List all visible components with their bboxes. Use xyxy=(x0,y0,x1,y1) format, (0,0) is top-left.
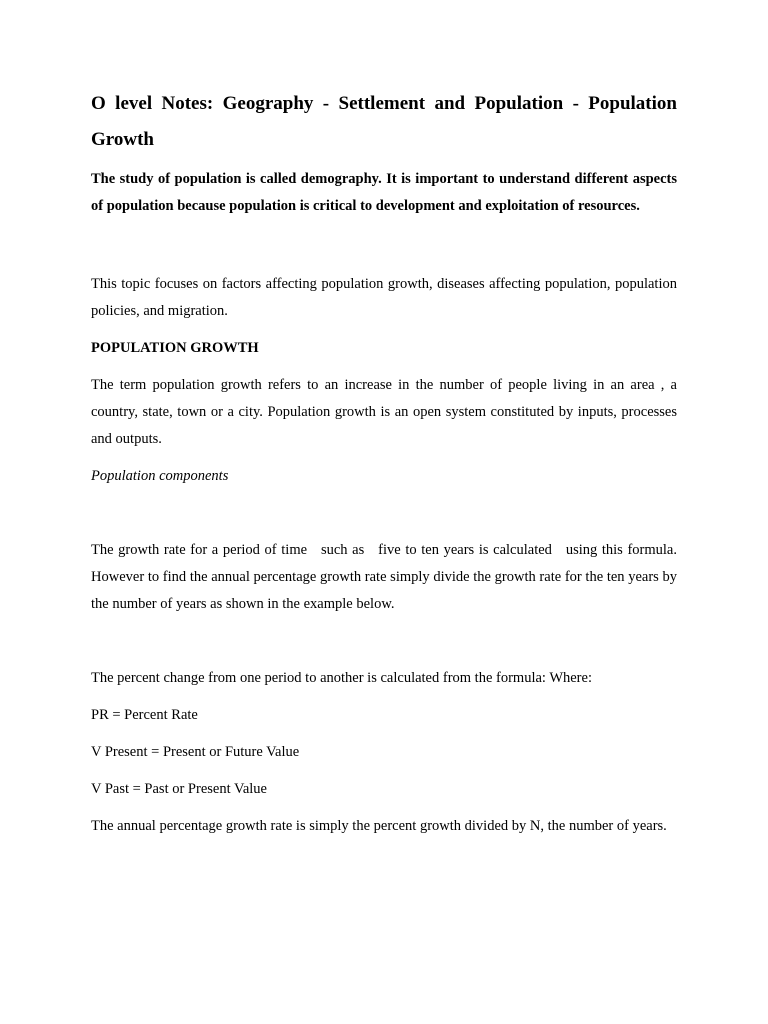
topic-paragraph: This topic focuses on factors affecting population growth, diseases affecting population, population policies, and migration. xyxy=(91,276,677,319)
document-title: O level Notes: Geography - Settlement and Population - Population Growth xyxy=(91,93,677,150)
growth-rate-paragraph: The growth rate for a period of time such as five to ten years is calculated using this formula. However to find the annual percentage growth rate simply divide the growth rate for the ten years by the number of years as shown in the example below. xyxy=(91,542,681,612)
definition-v-present: V Present = Present or Future Value xyxy=(91,744,300,760)
definition-paragraph: The term population growth refers to an increase in the number of people living in an area , a country, state, town or a city. Population growth is an open system constituted by inputs, processes and outputs. xyxy=(91,377,677,447)
section-heading: POPULATION GROWTH xyxy=(91,340,259,356)
annual-rate-paragraph: The annual percentage growth rate is simply the percent growth divided by N, the number of years. xyxy=(91,818,667,834)
definition-v-past: V Past = Past or Present Value xyxy=(91,781,267,797)
definition-pr: PR = Percent Rate xyxy=(91,707,198,723)
percent-change-line: The percent change from one period to another is calculated from the formula: Where: xyxy=(91,670,592,686)
intro-paragraph: The study of population is called demography. It is important to understand different aspects of population because population is critical to development and exploitation of resources. xyxy=(91,171,677,214)
components-caption: Population components xyxy=(91,468,229,484)
document-page xyxy=(91,86,681,850)
formula-placeholder xyxy=(91,628,677,665)
figure-placeholder xyxy=(91,500,677,537)
